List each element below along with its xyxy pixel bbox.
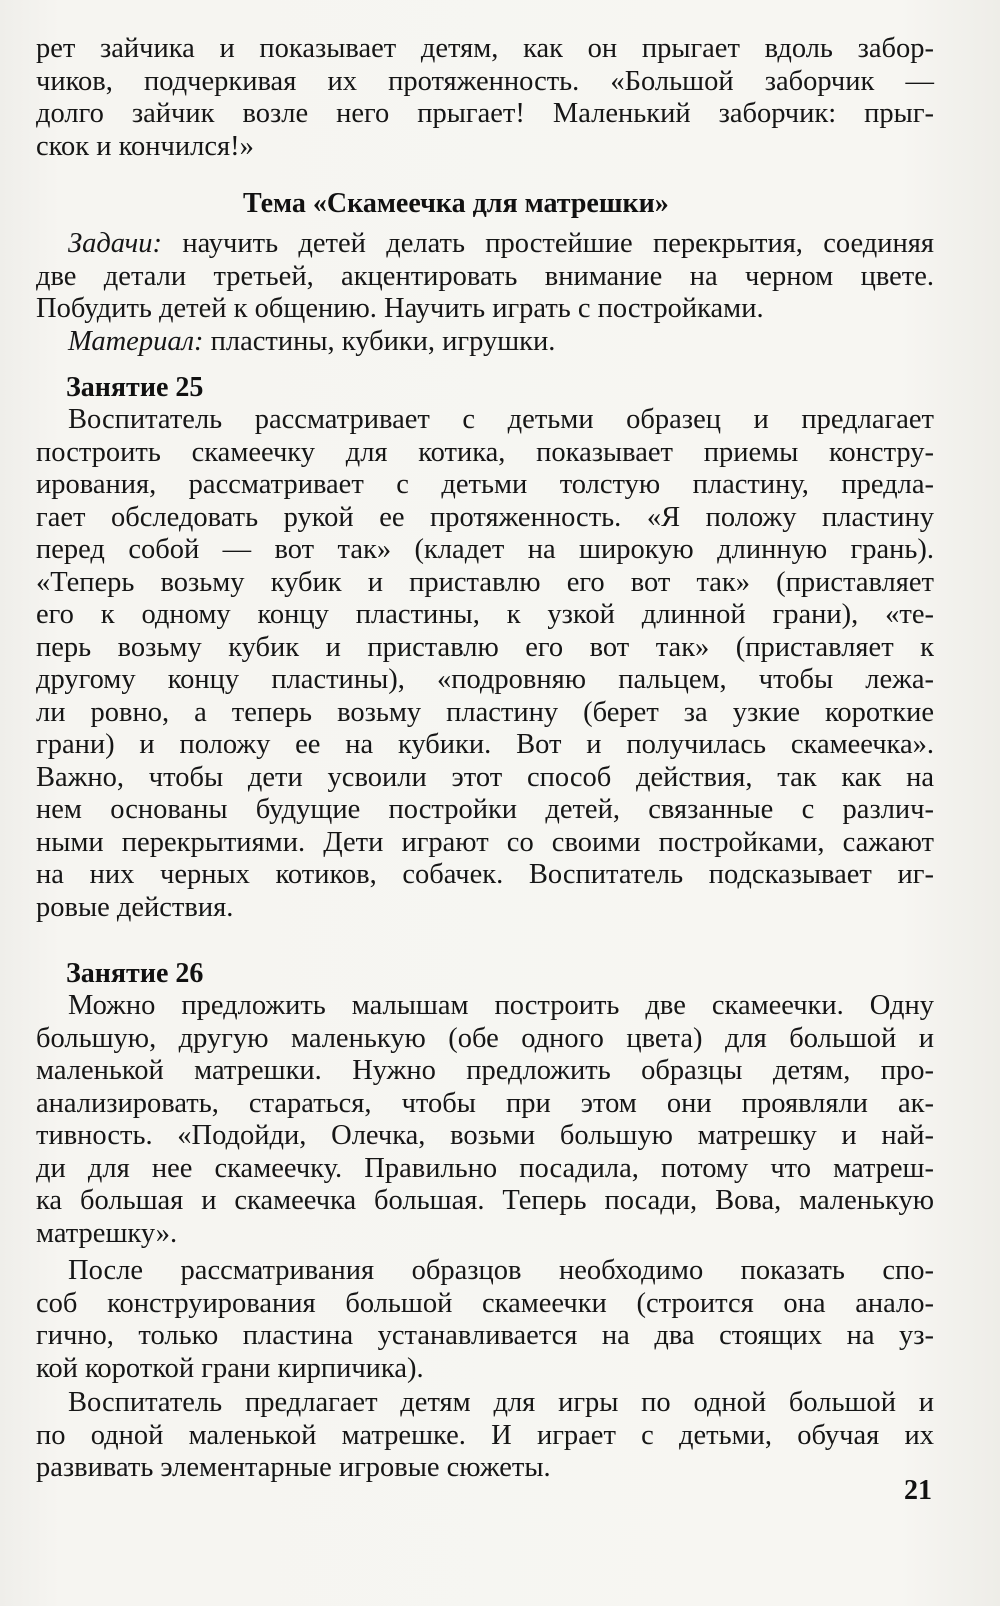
- lesson-25-title: Занятие 25: [66, 372, 204, 403]
- text-line: матрешку».: [36, 1217, 178, 1249]
- text-line: Воспитатель рассматривает с детьми образец и предлагает: [68, 404, 934, 435]
- text-line: соб конструирования большой скамеечки (строится она анало-: [36, 1287, 934, 1319]
- text-line: кой короткой грани кирпичика).: [36, 1352, 424, 1384]
- text-line: Можно предложить малышам построить две скамеечки. Одну: [68, 990, 934, 1021]
- intro-paragraph: [36, 33, 934, 163]
- text-line: ди для нее скамеечку. Правильно посадила, потому что матреш-: [36, 1152, 934, 1184]
- text-line: перед собой — вот так» (кладет на широкую длинную грань).: [36, 534, 934, 565]
- text-line: гает обследовать рукой ее протяженность. «Я положу пластину: [36, 501, 934, 533]
- text-line: нем основаны будущие постройки детей, связанные с различ-: [36, 794, 934, 825]
- text-line: по одной маленькой матрешке. И играет с детьми, обучая их: [36, 1419, 934, 1451]
- material-label: Материал:: [68, 325, 204, 357]
- text-line: анализировать, стараться, чтобы при этом они проявляли ак-: [36, 1087, 934, 1119]
- lesson-26-paragraph-2: [36, 1255, 934, 1385]
- topic-title: Тема «Скамеечка для матрешки»: [243, 188, 669, 219]
- text-line: После рассматривания образцов необходимо показать спо-: [68, 1255, 934, 1286]
- text-line: ли ровно, а теперь возьму пластину (берет за узкие короткие: [36, 696, 934, 728]
- material-text: пластины, кубики, игрушки.: [210, 325, 556, 357]
- text-line: его к одному концу пластины, к узкой длинной грани), «те-: [36, 599, 934, 630]
- text-line: две детали третьей, акцентировать внимание на черном цвете.: [36, 260, 934, 292]
- text-line: ровые действия.: [36, 891, 234, 923]
- text-line: развивать элементарные игровые сюжеты.: [36, 1452, 551, 1483]
- text-line: перь возьму кубик и приставлю его вот так» (приставляет к: [36, 631, 934, 663]
- text-line: [36, 326, 934, 359]
- text-line: [36, 228, 934, 261]
- text-line: большую, другую маленькую (обе одного цвета) для большой и: [36, 1022, 934, 1054]
- text-line: ными перекрытиями. Дети играют со своими постройками, сажают: [36, 826, 934, 858]
- text-line: скок и кончился!»: [36, 130, 254, 162]
- lesson-25-paragraph: [36, 404, 934, 924]
- text-line: Важно, чтобы дети усвоили этот способ действия, так как на: [36, 761, 934, 793]
- text-line: на них черных котиков, собачек. Воспитатель подсказывает иг-: [36, 859, 934, 890]
- text-line: ирования, рассматривает с детьми толстую пластину, предла-: [36, 469, 934, 500]
- text-line: построить скамеечку для котика, показывает приемы констру-: [36, 436, 934, 468]
- text-line: тивность. «Подойди, Олечка, возьми большую матрешку и най-: [36, 1120, 934, 1151]
- text-line: Воспитатель предлагает детям для игры по одной большой и: [68, 1387, 934, 1418]
- lesson-26-paragraph-1: [36, 990, 934, 1250]
- text-line: другому концу пластины), «подровняю пальцем, чтобы лежа-: [36, 664, 934, 695]
- lesson-26-paragraph-3: [36, 1387, 934, 1485]
- text-line: ка большая и скамеечка большая. Теперь посади, Вова, маленькую: [36, 1185, 934, 1216]
- tasks-paragraph: [36, 228, 934, 358]
- text-line: Побудить детей к общению. Научить играть с постройками.: [36, 293, 764, 324]
- text-line: грани) и положу ее на кубики. Вот и получилась скамеечка».: [36, 729, 934, 760]
- text-line: «Теперь возьму кубик и приставлю его вот так» (приставляет: [36, 566, 934, 598]
- text-line: гично, только пластина устанавливается на два стоящих на уз-: [36, 1320, 934, 1351]
- lesson-26-title: Занятие 26: [66, 958, 204, 989]
- text-line: чиков, подчеркивая их протяженность. «Большой заборчик —: [36, 65, 934, 97]
- tasks-label: Задачи:: [68, 228, 162, 259]
- text-line: рет зайчика и показывает детям, как он прыгает вдоль забор-: [36, 33, 934, 64]
- text-line: маленькой матрешки. Нужно предложить образцы детям, про-: [36, 1055, 934, 1086]
- tasks-line: научить детей делать простейшие перекрытия, соединяя: [182, 228, 934, 259]
- text-line: долго зайчик возле него прыгает! Маленький заборчик: прыг-: [36, 98, 934, 129]
- page-number: 21: [904, 1475, 932, 1506]
